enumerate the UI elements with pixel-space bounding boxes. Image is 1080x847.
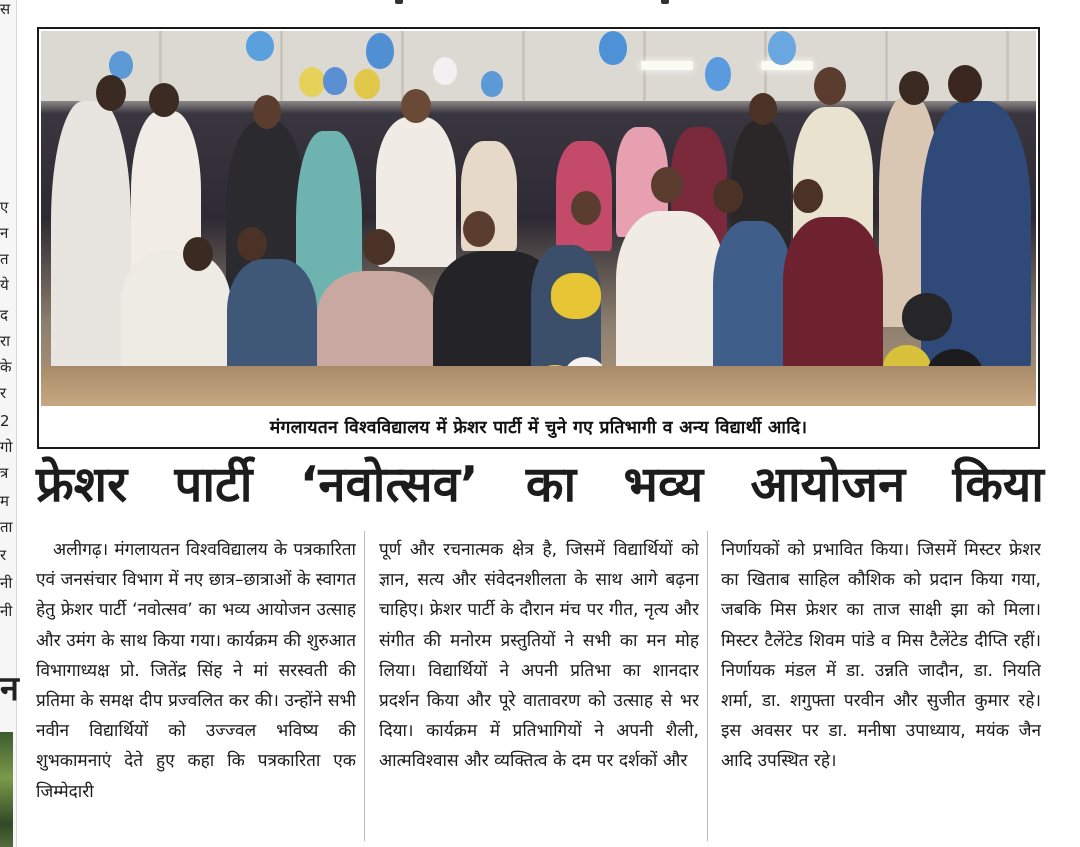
person-head xyxy=(96,75,126,111)
edge-glyph: नी xyxy=(0,602,13,620)
person-head xyxy=(571,191,601,225)
column-divider xyxy=(364,531,365,841)
person-head xyxy=(899,71,929,105)
column-divider xyxy=(707,531,708,841)
adjacent-photo-sliver xyxy=(0,732,13,847)
edge-glyph: स xyxy=(0,0,11,18)
person-head xyxy=(948,65,982,103)
edge-glyph: ए xyxy=(0,198,9,216)
edge-glyph: र xyxy=(0,546,7,564)
edge-glyph: 2 xyxy=(0,412,10,430)
edge-glyph: र xyxy=(0,384,7,402)
edge-glyph: नी xyxy=(0,574,13,592)
person-head xyxy=(814,67,846,105)
ceiling xyxy=(41,31,1036,101)
person-head xyxy=(401,89,431,123)
edge-glyph: त्र xyxy=(0,464,9,482)
edge-glyph: गो xyxy=(0,438,13,456)
edge-glyph: ता xyxy=(0,518,13,536)
balloon xyxy=(246,31,274,61)
person-head xyxy=(463,211,495,247)
person-head xyxy=(253,95,281,129)
balloon xyxy=(354,69,380,99)
balloon xyxy=(299,67,325,97)
person xyxy=(616,211,726,381)
cropped-text-mark xyxy=(661,0,669,4)
article-column-3: निर्णायकों को प्रभावित किया। जिसमें मिस्टर फ्रेशर का खिताब साहिल कौशिक को प्रदान किया गया, जबकि मिस फ्रेशर का ताज साक्षी झा को मिला। मिस्टर टैलेंटेड शिवम पांडे व मिस टैलेंटेड दीप्ति रहीं। निर्णायक मंडल में डा. उन्नति जादौन, डा. नियति शर्मा, डा. शगुफ्ता परवीन और सुजीत कुमार रहे। इस अवसर पर डा. मनीषा उपाध्याय, मयंक जैन आदि उपस्थित रहे। xyxy=(721,540,1041,772)
person-head xyxy=(237,227,267,261)
edge-glyph: के xyxy=(0,358,12,376)
edge-glyph: ये xyxy=(0,276,9,294)
person xyxy=(121,251,231,381)
edge-glyph: द xyxy=(0,306,8,324)
balloon xyxy=(768,31,796,65)
edge-glyph: म xyxy=(0,492,9,510)
person-head xyxy=(749,93,777,125)
person xyxy=(51,101,131,401)
ceiling-light xyxy=(641,61,693,70)
balloon xyxy=(323,67,347,95)
person-head xyxy=(793,179,823,213)
star-balloon xyxy=(551,273,601,319)
article-column-2: पूर्ण और रचनात्मक क्षेत्र है, जिसमें विद्यार्थियों को ज्ञान, सत्य और संवेदनशीलता के साथ आगे बढ़ना चाहिए। फ्रेशर पार्टी के दौरान मंच पर गीत, नृत्य और संगीत की मनोरम प्रस्तुतियों ने सभी का मन मोह लिया। विद्यार्थियों ने अपनी प्रतिभा का शानदार प्रदर्शन किया और पूरे वातावरण को उत्साह से भर दिया। कार्यक्रम में प्रतिभागियों ने अपनी शैली, आत्मविश्वास और व्यक्तित्व के दम पर दर्शकों और xyxy=(379,540,699,772)
person-head xyxy=(713,179,743,213)
photo-caption: मंगलायतन विश्वविद्यालय में फ्रेशर पार्टी में चुने गए प्रतिभागी व अन्य विद्यार्थी आदि। xyxy=(269,417,808,438)
person-head xyxy=(651,167,683,203)
balloon xyxy=(481,71,503,97)
balloon xyxy=(599,31,627,65)
person xyxy=(317,271,437,381)
person-head xyxy=(363,229,395,265)
person-head xyxy=(183,237,213,271)
article-column-1: अलीगढ़। मंगलायतन विश्वविद्यालय के पत्रकारिता एवं जनसंचार विभाग में नए छात्र–छात्राओं के स्वागत हेतु फ्रेशर पार्टी ‘नवोत्सव’ का भव्य आयोजन उत्साह और उमंग के साथ किया गया। कार्यक्रम की शुरुआत विभागाध्यक्ष प्रो. जितेंद्र सिंह ने मां सरस्वती की प्रतिमा के समक्ष दीप प्रज्वलित कर की। उन्होंने सभी नवीन विद्यार्थियों को उज्ज्वल भविष्य की शुभकामनाएं देते हुए कहा कि पत्रकारिता एक जिम्मेदारी xyxy=(36,540,356,802)
group-photo xyxy=(41,31,1036,406)
balloon xyxy=(433,57,457,85)
person xyxy=(783,217,883,377)
person xyxy=(713,221,793,381)
edge-glyph: रा xyxy=(0,332,11,350)
adjacent-column-edge xyxy=(0,0,17,847)
cropped-text-mark xyxy=(395,0,403,4)
balloon xyxy=(902,293,952,341)
person-head xyxy=(149,83,179,117)
news-photo-box xyxy=(37,27,1040,449)
balloon xyxy=(705,57,731,91)
edge-glyph: त xyxy=(0,250,9,268)
edge-glyph: न xyxy=(0,669,19,709)
edge-glyph: न xyxy=(0,224,9,242)
article-headline: फ्रेशर पार्टी ‘नवोत्सव’ का भव्य आयोजन किया xyxy=(36,456,1044,513)
top-crop-strip xyxy=(16,0,1080,14)
balloon xyxy=(366,33,394,69)
floor xyxy=(41,366,1036,406)
